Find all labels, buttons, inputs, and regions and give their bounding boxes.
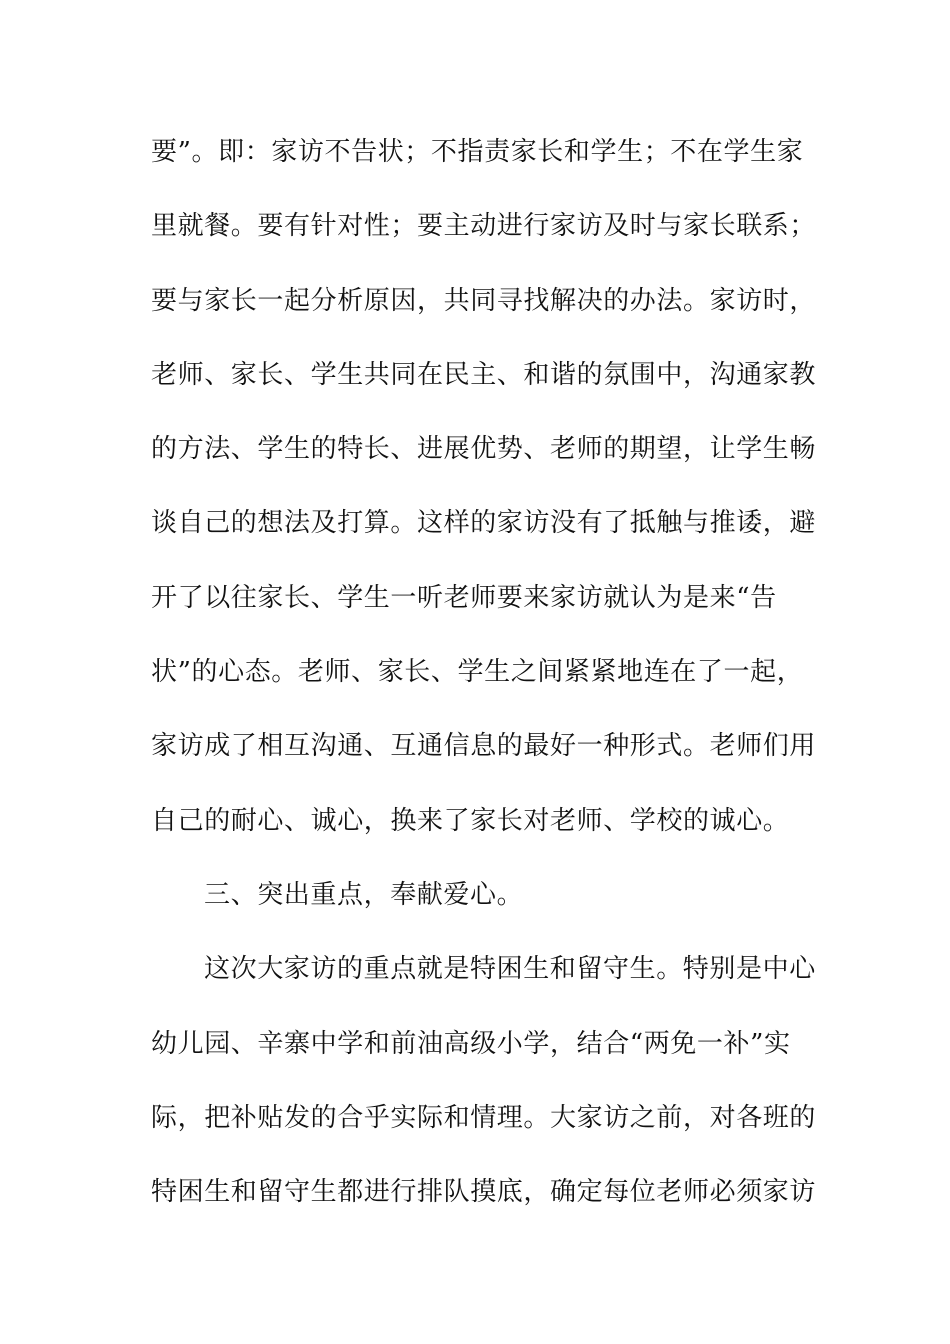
text-line-13: 幼儿园、辛寨中学和前油高级小学，结合“两免一补”实 (151, 1028, 791, 1059)
text-line-7: 开了以往家长、学生一听老师要来家访就认为是来“告 (151, 582, 777, 613)
text-line-3: 要与家长一起分析原因，共同寻找解决的办法。家访时， (151, 285, 817, 316)
text-line-6: 谈自己的想法及打算。这样的家访没有了抵触与推诿，避 (151, 508, 817, 539)
text-line-10: 自己的耐心、诚心，换来了家长对老师、学校的诚心。 (151, 805, 790, 836)
text-line-9: 家访成了相互沟通、互通信息的最好一种形式。老师们用 (151, 731, 817, 762)
text-line-15: 特困生和留守生都进行排队摸底，确定每位老师必须家访 (151, 1177, 817, 1208)
text-line-5: 的方法、学生的特长、进展优势、老师的期望，让学生畅 (151, 434, 817, 465)
section-heading: 三、突出重点，奉献爱心。 (204, 879, 524, 910)
document-body (151, 125, 817, 1239)
text-line-8: 状”的心态。老师、家长、学生之间紧紧地连在了一起， (151, 657, 804, 688)
text-line-14: 际，把补贴发的合乎实际和情理。大家访之前，对各班的 (151, 1102, 817, 1133)
text-line-2: 里就餐。要有针对性；要主动进行家访及时与家长联系； (151, 211, 817, 242)
text-line-1: 要”。即：家访不告状；不指责家长和学生；不在学生家 (151, 137, 804, 167)
text-line-4: 老师、家长、学生共同在民主、和谐的氛围中，沟通家教 (151, 359, 817, 390)
text-line-12: 这次大家访的重点就是特困生和留守生。特别是中心 (204, 954, 816, 985)
